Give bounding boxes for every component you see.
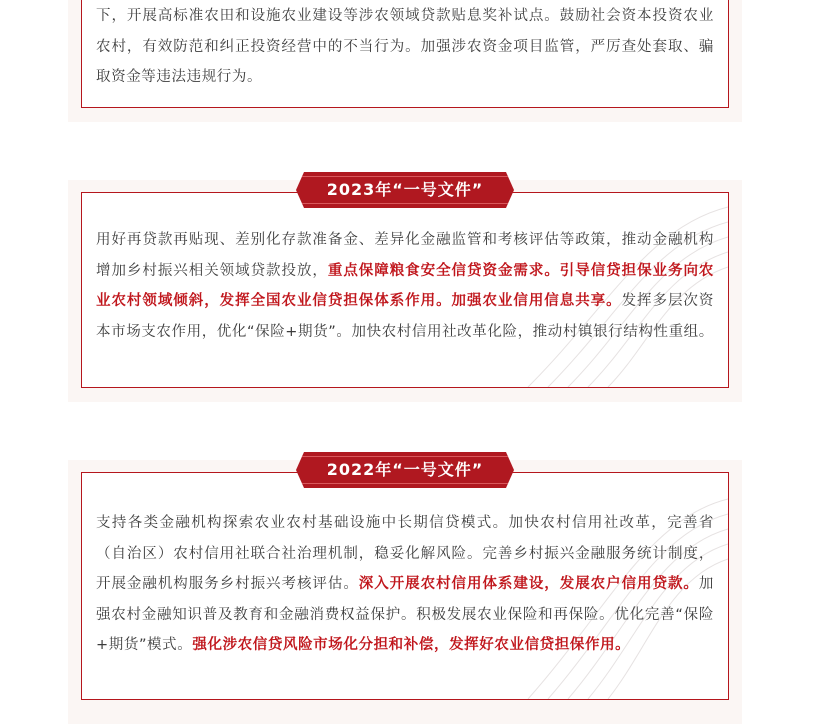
card-border <box>81 192 729 388</box>
card-paragraph <box>96 508 714 661</box>
paragraph-text: 用好再贷款再贴现、差别化存款准备金、差异化金融监管和考核评估等政策，推动金融机构增加乡村振兴相关领域贷款投放， <box>96 232 714 279</box>
highlighted-text: 深入开展农村信用体系建设，发展农户信用贷款。 <box>358 576 699 592</box>
paragraph-text: 发挥多层次资本市场支农作用，优化“保险+期货”。加快农村信用社改革化险，推动村镇银行结构性重组。 <box>96 293 714 340</box>
card-paragraph <box>96 225 714 347</box>
section-title: 2023年“一号文件” <box>326 180 484 199</box>
paragraph-text: 加强农村金融知识普及教育和金融消费权益保护。积极发展农业保险和再保险。优化完善“保险+期货”模式。 <box>96 576 714 653</box>
section-title-banner <box>296 168 514 212</box>
card-border <box>81 0 729 108</box>
highlighted-text: 强化涉农信贷风险市场化分担和补偿，发挥好农业信贷担保作用。 <box>192 637 631 653</box>
policy-card-2023 <box>68 180 742 402</box>
policy-card-2022 <box>68 460 742 724</box>
section-title: 2022年“一号文件” <box>326 460 484 479</box>
card-paragraph <box>96 1 714 93</box>
section-title-banner <box>296 448 514 492</box>
paragraph-text: 支持各类金融机构探索农业农村基础设施中长期信贷模式。加快农村信用社改革，完善省（自治区）农村信用社联合社治理机制，稳妥化解风险。完善乡村振兴金融服务统计制度，开展金融机构服务乡村振兴考核评估。 <box>96 515 714 592</box>
highlighted-text: 重点保障粮食安全信贷资金需求。引导信贷担保业务向农业农村领域倾斜，发挥全国农业信贷担保体系作用。加强农业信用信息共享。 <box>96 262 715 309</box>
paragraph-text: 下，开展高标准农田和设施农业建设等涉农领域贷款贴息奖补试点。鼓励社会资本投资农业农村，有效防范和纠正投资经营中的不当行为。加强涉农资金项目监管，严厉查处套取、骗取资金等违法违规行为。 <box>96 8 714 85</box>
card-border <box>81 472 729 700</box>
policy-card-top <box>68 0 742 122</box>
